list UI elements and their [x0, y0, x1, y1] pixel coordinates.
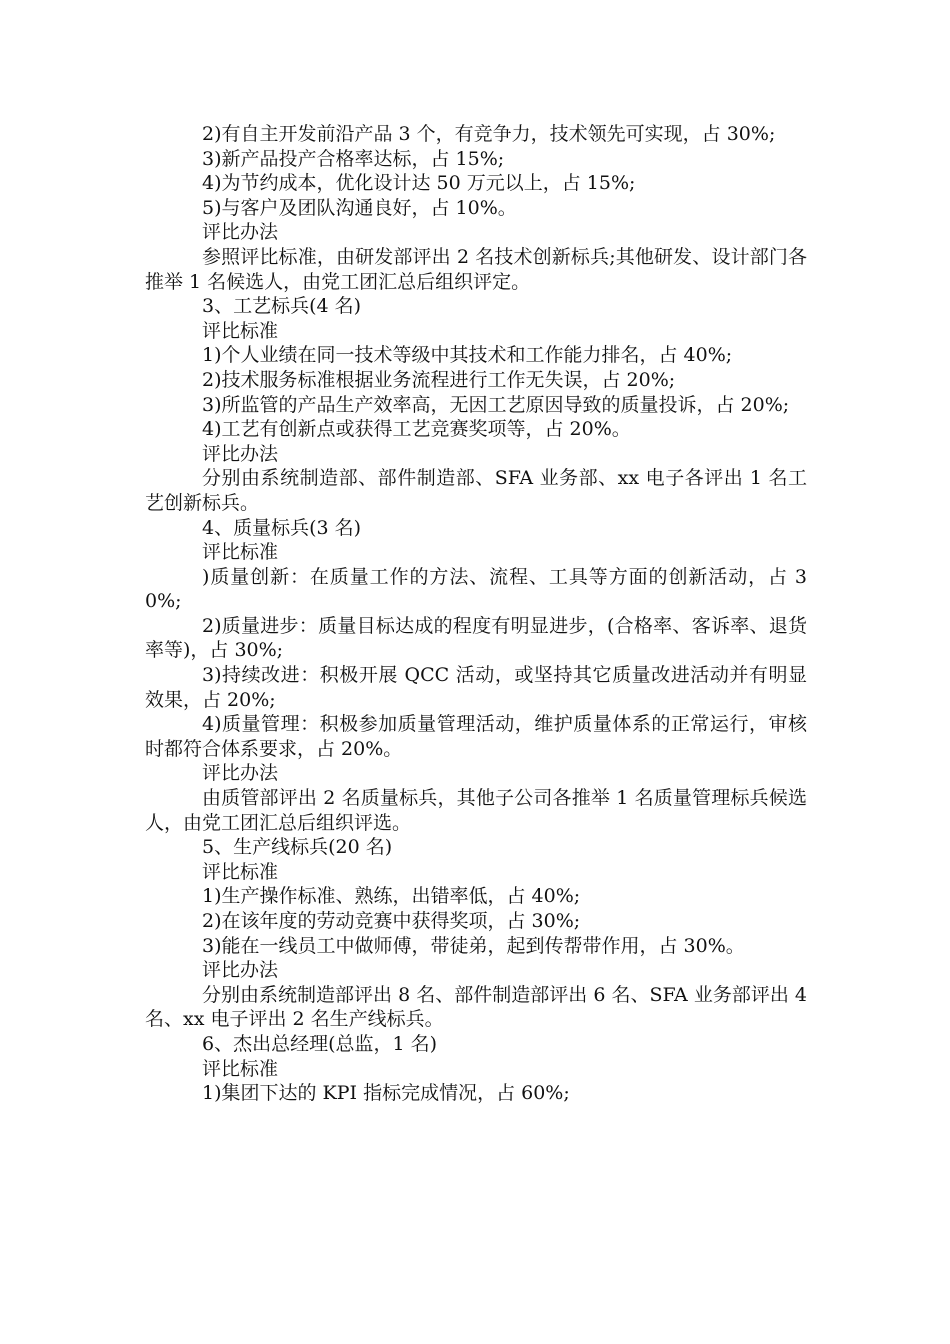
criterion-item: 1)个人业绩在同一技术等级中其技术和工作能力排名，占 40%; [202, 344, 733, 367]
section-subheading: 评比标准 [202, 860, 279, 883]
criterion-item: 2)技术服务标准根据业务流程进行工作无失误，占 20%; [202, 368, 676, 391]
criterion-item: 4)质量管理：积极参加质量管理活动，维护质量体系的正常运行，审核时都符合体系要求，占 20%。 [145, 713, 807, 760]
method-paragraph: 参照评比标准，由研发部评出 2 名技术创新标兵;其他研发、设计部门各推举 1 名候选人，由党工团汇总后组织评定。 [145, 245, 807, 293]
document-body [145, 122, 807, 1106]
section-subheading: 评比标准 [202, 319, 279, 342]
criterion-item: 3)能在一线员工中做师傅，带徒弟，起到传帮带作用，占 30%。 [202, 934, 745, 957]
criterion-item: )质量创新：在质量工作的方法、流程、工具等方面的创新活动，占 30%; [145, 565, 807, 613]
section-heading: 5、生产线标兵(20 名) [202, 836, 393, 859]
criterion-item: 4)工艺有创新点或获得工艺竞赛奖项等，占 20%。 [202, 418, 631, 441]
section-subheading: 评比标准 [202, 541, 279, 564]
method-paragraph: 分别由系统制造部、部件制造部、SFA 业务部、xx 电子各评出 1 名工艺创新标兵。 [145, 467, 807, 514]
section-subheading: 评比标准 [202, 1057, 279, 1080]
method-paragraph: 由质管部评出 2 名质量标兵，其他子公司各推举 1 名质量管理标兵候选人，由党工团汇总后组织评选。 [145, 787, 807, 834]
section-heading: 6、杰出总经理(总监，1 名) [202, 1032, 438, 1055]
criterion-item: 5)与客户及团队沟通良好，占 10%。 [202, 196, 517, 219]
section-subheading: 评比办法 [202, 762, 279, 785]
criterion-item: 1)生产操作标准、熟练，出错率低，占 40%; [202, 885, 581, 908]
criterion-item: 3)所监管的产品生产效率高，无因工艺原因导致的质量投诉，占 20%; [202, 393, 790, 416]
criterion-item: 2)有自主开发前沿产品 3 个，有竞争力，技术领先可实现，占 30%; [202, 123, 776, 145]
criterion-item: 3)新产品投产合格率达标，占 15%; [202, 147, 505, 170]
criterion-item: 2)质量进步：质量目标达成的程度有明显进步，(合格率、客诉率、退货率等)，占 30%; [145, 614, 807, 662]
method-paragraph: 分别由系统制造部评出 8 名、部件制造部评出 6 名、SFA 业务部评出 4 名、xx 电子评出 2 名生产线标兵。 [145, 983, 807, 1031]
section-heading: 4、质量标兵(3 名) [202, 516, 362, 539]
criterion-item: 2)在该年度的劳动竞赛中获得奖项，占 30%; [202, 910, 581, 932]
criterion-item: 4)为节约成本，优化设计达 50 万元以上，占 15%; [202, 172, 636, 195]
section-subheading: 评比办法 [202, 959, 279, 982]
criterion-item: 1)集团下达的 KPI 指标完成情况，占 60%; [202, 1082, 570, 1105]
section-subheading: 评比办法 [202, 442, 279, 465]
section-subheading: 评比办法 [202, 221, 279, 244]
section-heading: 3、工艺标兵(4 名) [202, 295, 362, 318]
criterion-item: 3)持续改进：积极开展 QCC 活动，或坚持其它质量改进活动并有明显效果，占 20%; [145, 664, 807, 711]
